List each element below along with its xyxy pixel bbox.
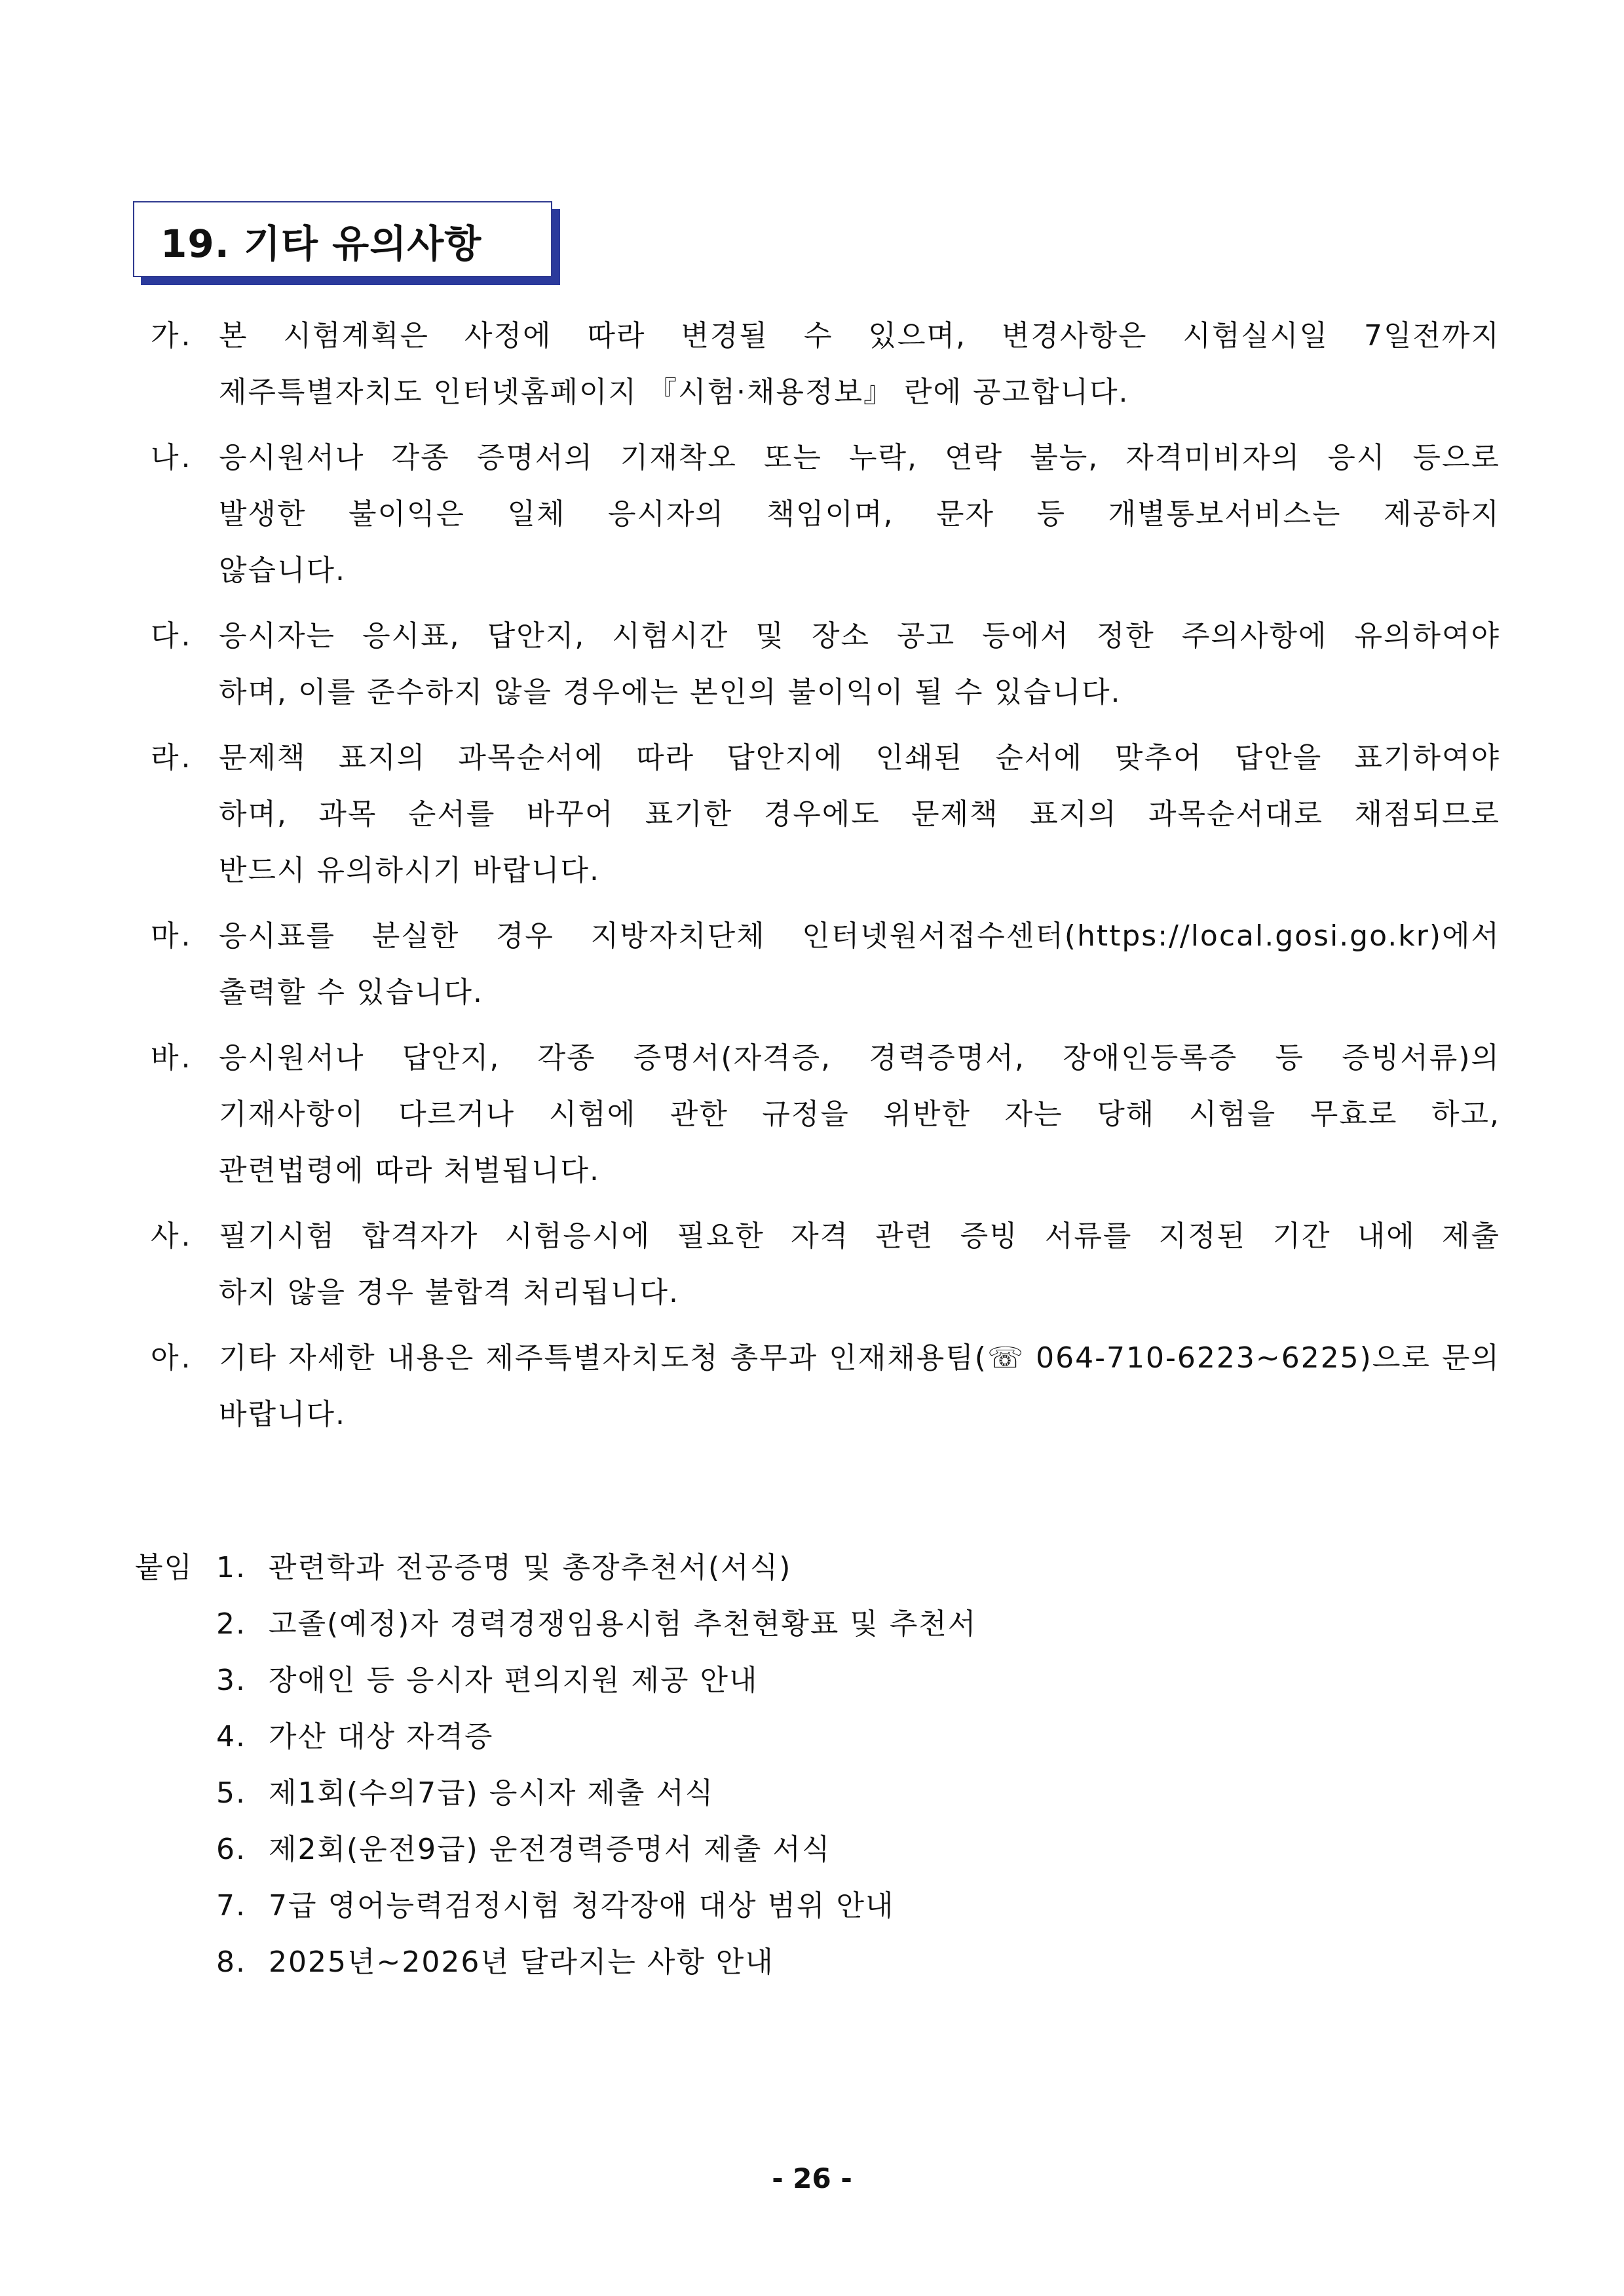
attachment-text: 가산 대상 자격증	[269, 1720, 494, 1753]
item-line: 않습니다.	[219, 554, 347, 587]
attachment-text: 고졸(예정)자 경력경쟁임용시험 추천현황표 및 추천서	[269, 1607, 977, 1641]
attachment-number: 6.	[216, 1833, 246, 1866]
item-line: 하지 않을 경우 불합격 처리됩니다.	[219, 1276, 679, 1309]
attachment-text: 7급 영어능력검정시험 청각장애 대상 범위 안내	[269, 1889, 895, 1923]
attachment-text: 제2회(운전9급) 운전경력증명서 제출 서식	[269, 1833, 831, 1866]
notice-list	[151, 308, 1500, 1452]
item-line: 발생한 불이익은 일체 응시자의 책임이며, 문자 등 개별통보서비스는 제공하지	[219, 497, 1500, 531]
item-line: 필기시험 합격자가 시험응시에 필요한 자격 관련 증빙 서류를 지정된 기간 내에 제출	[219, 1219, 1500, 1253]
attachment-item	[135, 1709, 1445, 1765]
attachment-label: 붙임	[135, 1551, 194, 1584]
attachment-number: 8.	[216, 1945, 246, 1979]
item-line: 제주특별자치도 인터넷홈페이지 『시험·채용정보』 란에 공고합니다.	[219, 375, 1129, 409]
attachment-item	[135, 1540, 1445, 1596]
item-marker: 아.	[151, 1341, 193, 1375]
attachment-item	[135, 1822, 1445, 1878]
attachment-text: 관련학과 전공증명 및 총장추천서(서식)	[269, 1551, 792, 1584]
notice-item	[151, 1030, 1500, 1199]
attachment-number: 5.	[216, 1776, 246, 1810]
section-title-box	[133, 201, 552, 277]
attachment-number: 2.	[216, 1607, 246, 1641]
item-line: 문제책 표지의 과목순서에 따라 답안지에 인쇄된 순서에 맞추어 답안을 표기하여야	[219, 741, 1500, 775]
item-line: 응시원서나 답안지, 각종 증명서(자격증, 경력증명서, 장애인등록증 등 증빙서류)의	[219, 1041, 1500, 1075]
attachment-text: 제1회(수의7급) 응시자 제출 서식	[269, 1776, 715, 1810]
attachment-item	[135, 1653, 1445, 1709]
attachment-number: 3.	[216, 1664, 246, 1697]
item-marker: 마.	[151, 919, 193, 953]
attachment-number: 1.	[216, 1551, 246, 1584]
item-marker: 사.	[151, 1219, 193, 1253]
item-marker: 라.	[151, 741, 193, 775]
item-line: 기타 자세한 내용은 제주특별자치도청 총무과 인재채용팀(☏ 064-710-6223~6225)으로 문의	[219, 1341, 1500, 1375]
notice-item	[151, 1330, 1500, 1443]
item-line: 기재사항이 다르거나 시험에 관한 규정을 위반한 자는 당해 시험을 무효로 하고,	[219, 1098, 1500, 1131]
attachment-number: 4.	[216, 1720, 246, 1753]
attachment-item	[135, 1596, 1445, 1653]
item-line: 바랍니다.	[219, 1398, 347, 1431]
attachment-text: 장애인 등 응시자 편의지원 제공 안내	[269, 1664, 759, 1697]
notice-item	[151, 730, 1500, 899]
item-line: 응시원서나 각종 증명서의 기재착오 또는 누락, 연락 불능, 자격미비자의 응시 등으로	[219, 441, 1501, 474]
item-marker: 가.	[151, 319, 193, 353]
item-line: 응시표를 분실한 경우 지방자치단체 인터넷원서접수센터(https://local.gosi.go.kr)에서	[219, 919, 1500, 953]
item-line: 본 시험계획은 사정에 따라 변경될 수 있으며, 변경사항은 시험실시일 7일전까지	[219, 319, 1500, 353]
item-line: 응시자는 응시표, 답안지, 시험시간 및 장소 공고 등에서 정한 주의사항에 유의하여야	[219, 619, 1501, 653]
item-marker: 나.	[151, 441, 193, 474]
section-title: 19. 기타 유의사항	[161, 221, 482, 266]
item-line: 하며, 과목 순서를 바꾸어 표기한 경우에도 문제책 표지의 과목순서대로 채점되므로	[219, 797, 1500, 831]
notice-item	[151, 908, 1500, 1021]
attachment-list	[135, 1540, 1445, 1991]
notice-item	[151, 308, 1500, 421]
item-line: 반드시 유의하시기 바랍니다.	[219, 854, 601, 887]
item-line: 관련법령에 따라 처벌됩니다.	[219, 1154, 601, 1187]
item-line: 하며, 이를 준수하지 않을 경우에는 본인의 불이익이 될 수 있습니다.	[219, 676, 1122, 709]
attachment-number: 7.	[216, 1889, 246, 1923]
page-number: - 26 -	[772, 2162, 852, 2194]
notice-item	[151, 608, 1500, 721]
notice-item	[151, 1208, 1500, 1321]
attachment-item	[135, 1878, 1445, 1934]
notice-item	[151, 430, 1500, 599]
item-marker: 다.	[151, 619, 193, 653]
attachment-item	[135, 1765, 1445, 1822]
attachment-item	[135, 1934, 1445, 1991]
attachment-text: 2025년~2026년 달라지는 사항 안내	[269, 1945, 774, 1979]
item-line: 출력할 수 있습니다.	[219, 976, 483, 1009]
item-marker: 바.	[151, 1041, 193, 1075]
